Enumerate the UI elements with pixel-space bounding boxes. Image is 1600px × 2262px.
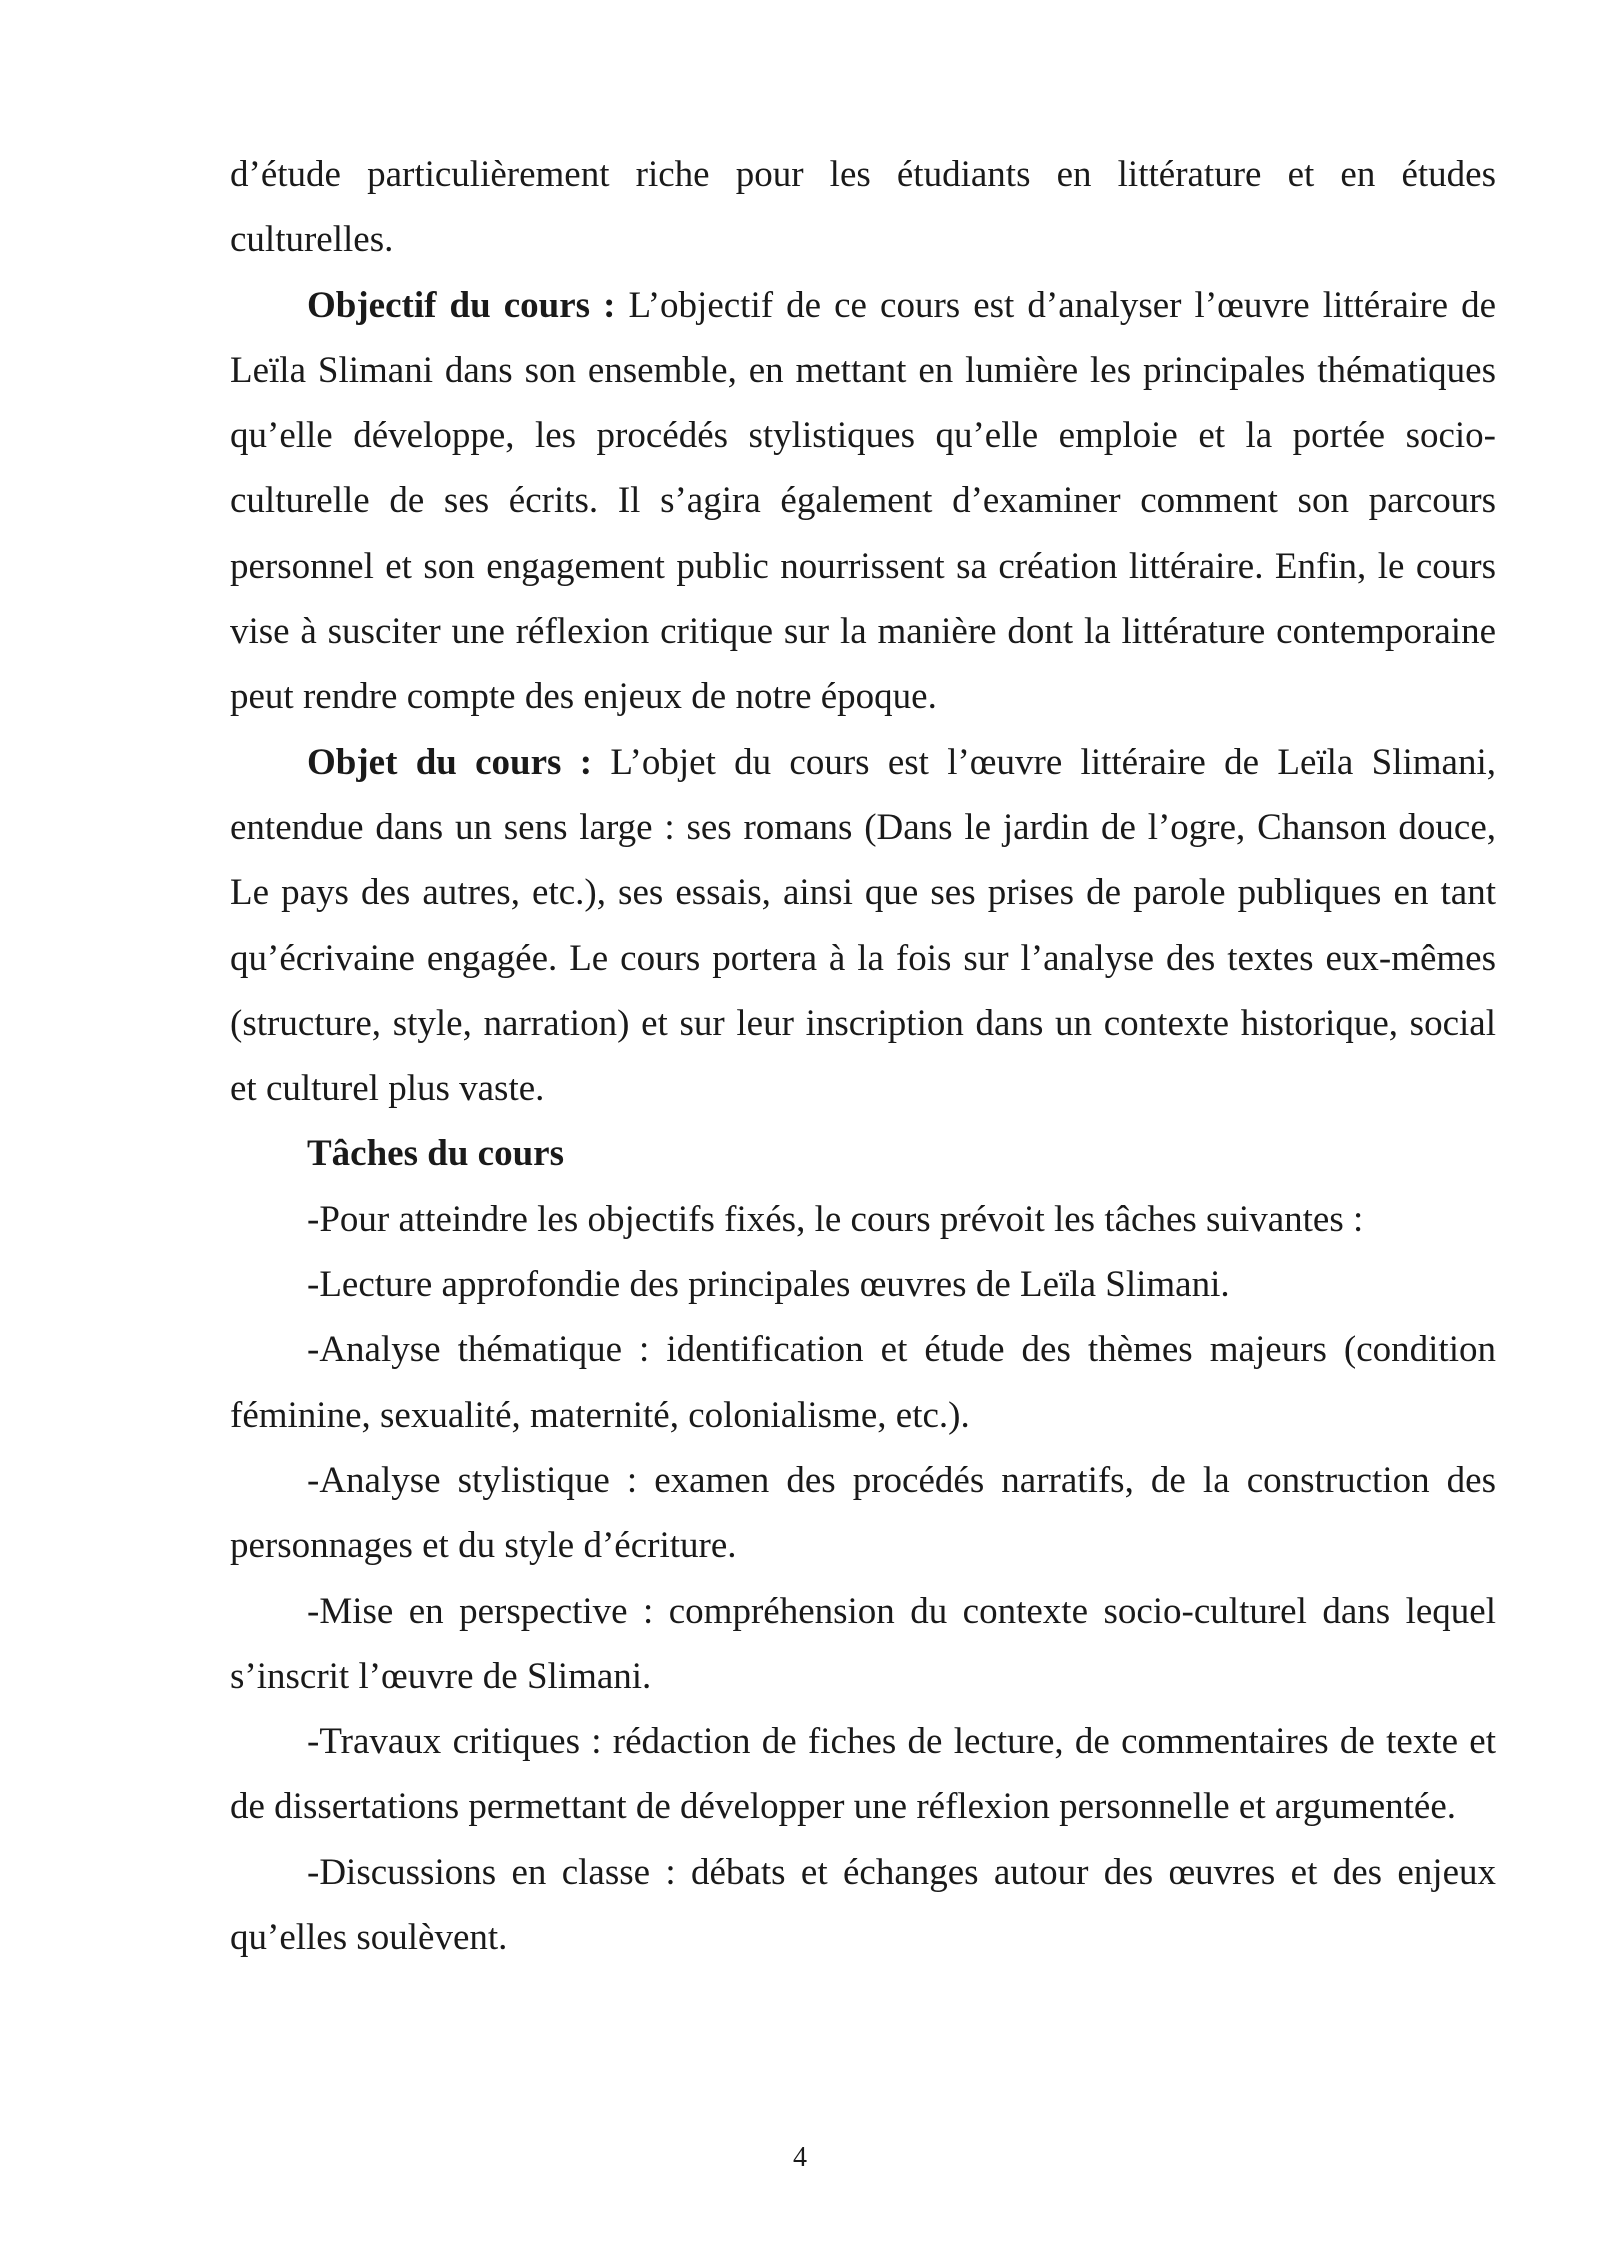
taches-heading: Tâches du cours	[307, 1133, 564, 1175]
task-item: -Analyse thématique : identification et étude des thèmes majeurs (condition féminine, sexualité, maternité, colonialisme, etc.).	[230, 1329, 1496, 1436]
objectif-label: Objectif du cours :	[307, 284, 616, 326]
objectif-text: L’objectif de ce cours est d’analyser l’œuvre littéraire de Leïla Slimani dans son ensemble, en mettant en lumière les principales thématiques qu’elle développe, les procédés stylistiques qu’elle emploie et la portée socio-culturelle de ses écrits. Il s’agira également d’examiner comment son parcours personnel et son engagement public nourrissent sa création littéraire. Enfin, le cours vise à susciter une réflexion critique sur la manière dont la littérature contemporaine peut rendre compte des enjeux de notre époque.	[230, 284, 1496, 718]
objet-paragraph	[230, 730, 1496, 1122]
task-item: -Discussions en classe : débats et échanges autour des œuvres et des enjeux qu’elles soulèvent.	[230, 1851, 1496, 1959]
continuation-paragraph: d’étude particulièrement riche pour les étudiants en littérature et en études culturelles.	[230, 154, 1496, 261]
page-number: 4	[793, 2142, 807, 2173]
task-item: -Lecture approfondie des principales œuvres de Leïla Slimani.	[307, 1264, 1230, 1306]
page-body	[230, 142, 1496, 1970]
task-item: -Mise en perspective : compréhension du contexte socio-culturel dans lequel s’inscrit l’œuvre de Slimani.	[230, 1590, 1496, 1697]
objectif-paragraph	[230, 273, 1496, 730]
task-item: -Analyse stylistique : examen des procédés narratifs, de la construction des personnages et du style d’écriture.	[230, 1459, 1496, 1567]
objet-label: Objet du cours :	[307, 741, 593, 783]
objet-text: L’objet du cours est l’œuvre littéraire de Leïla Slimani, entendue dans un sens large : ses romans (Dans le jardin de l’ogre, Chanson douce, Le pays des autres, etc.), ses essais, ainsi que ses prises de parole publiques en tant qu’écrivaine engagée. Le cours portera à la fois sur l’analyse des textes eux-mêmes (structure, style, narration) et sur leur inscription dans un contexte historique, social et culturel plus vaste.	[230, 741, 1496, 1110]
task-item: -Travaux critiques : rédaction de fiches de lecture, de commentaires de texte et de dissertations permettant de développer une réflexion personnelle et argumentée.	[230, 1721, 1496, 1828]
task-item: -Pour atteindre les objectifs fixés, le cours prévoit les tâches suivantes :	[307, 1198, 1364, 1240]
